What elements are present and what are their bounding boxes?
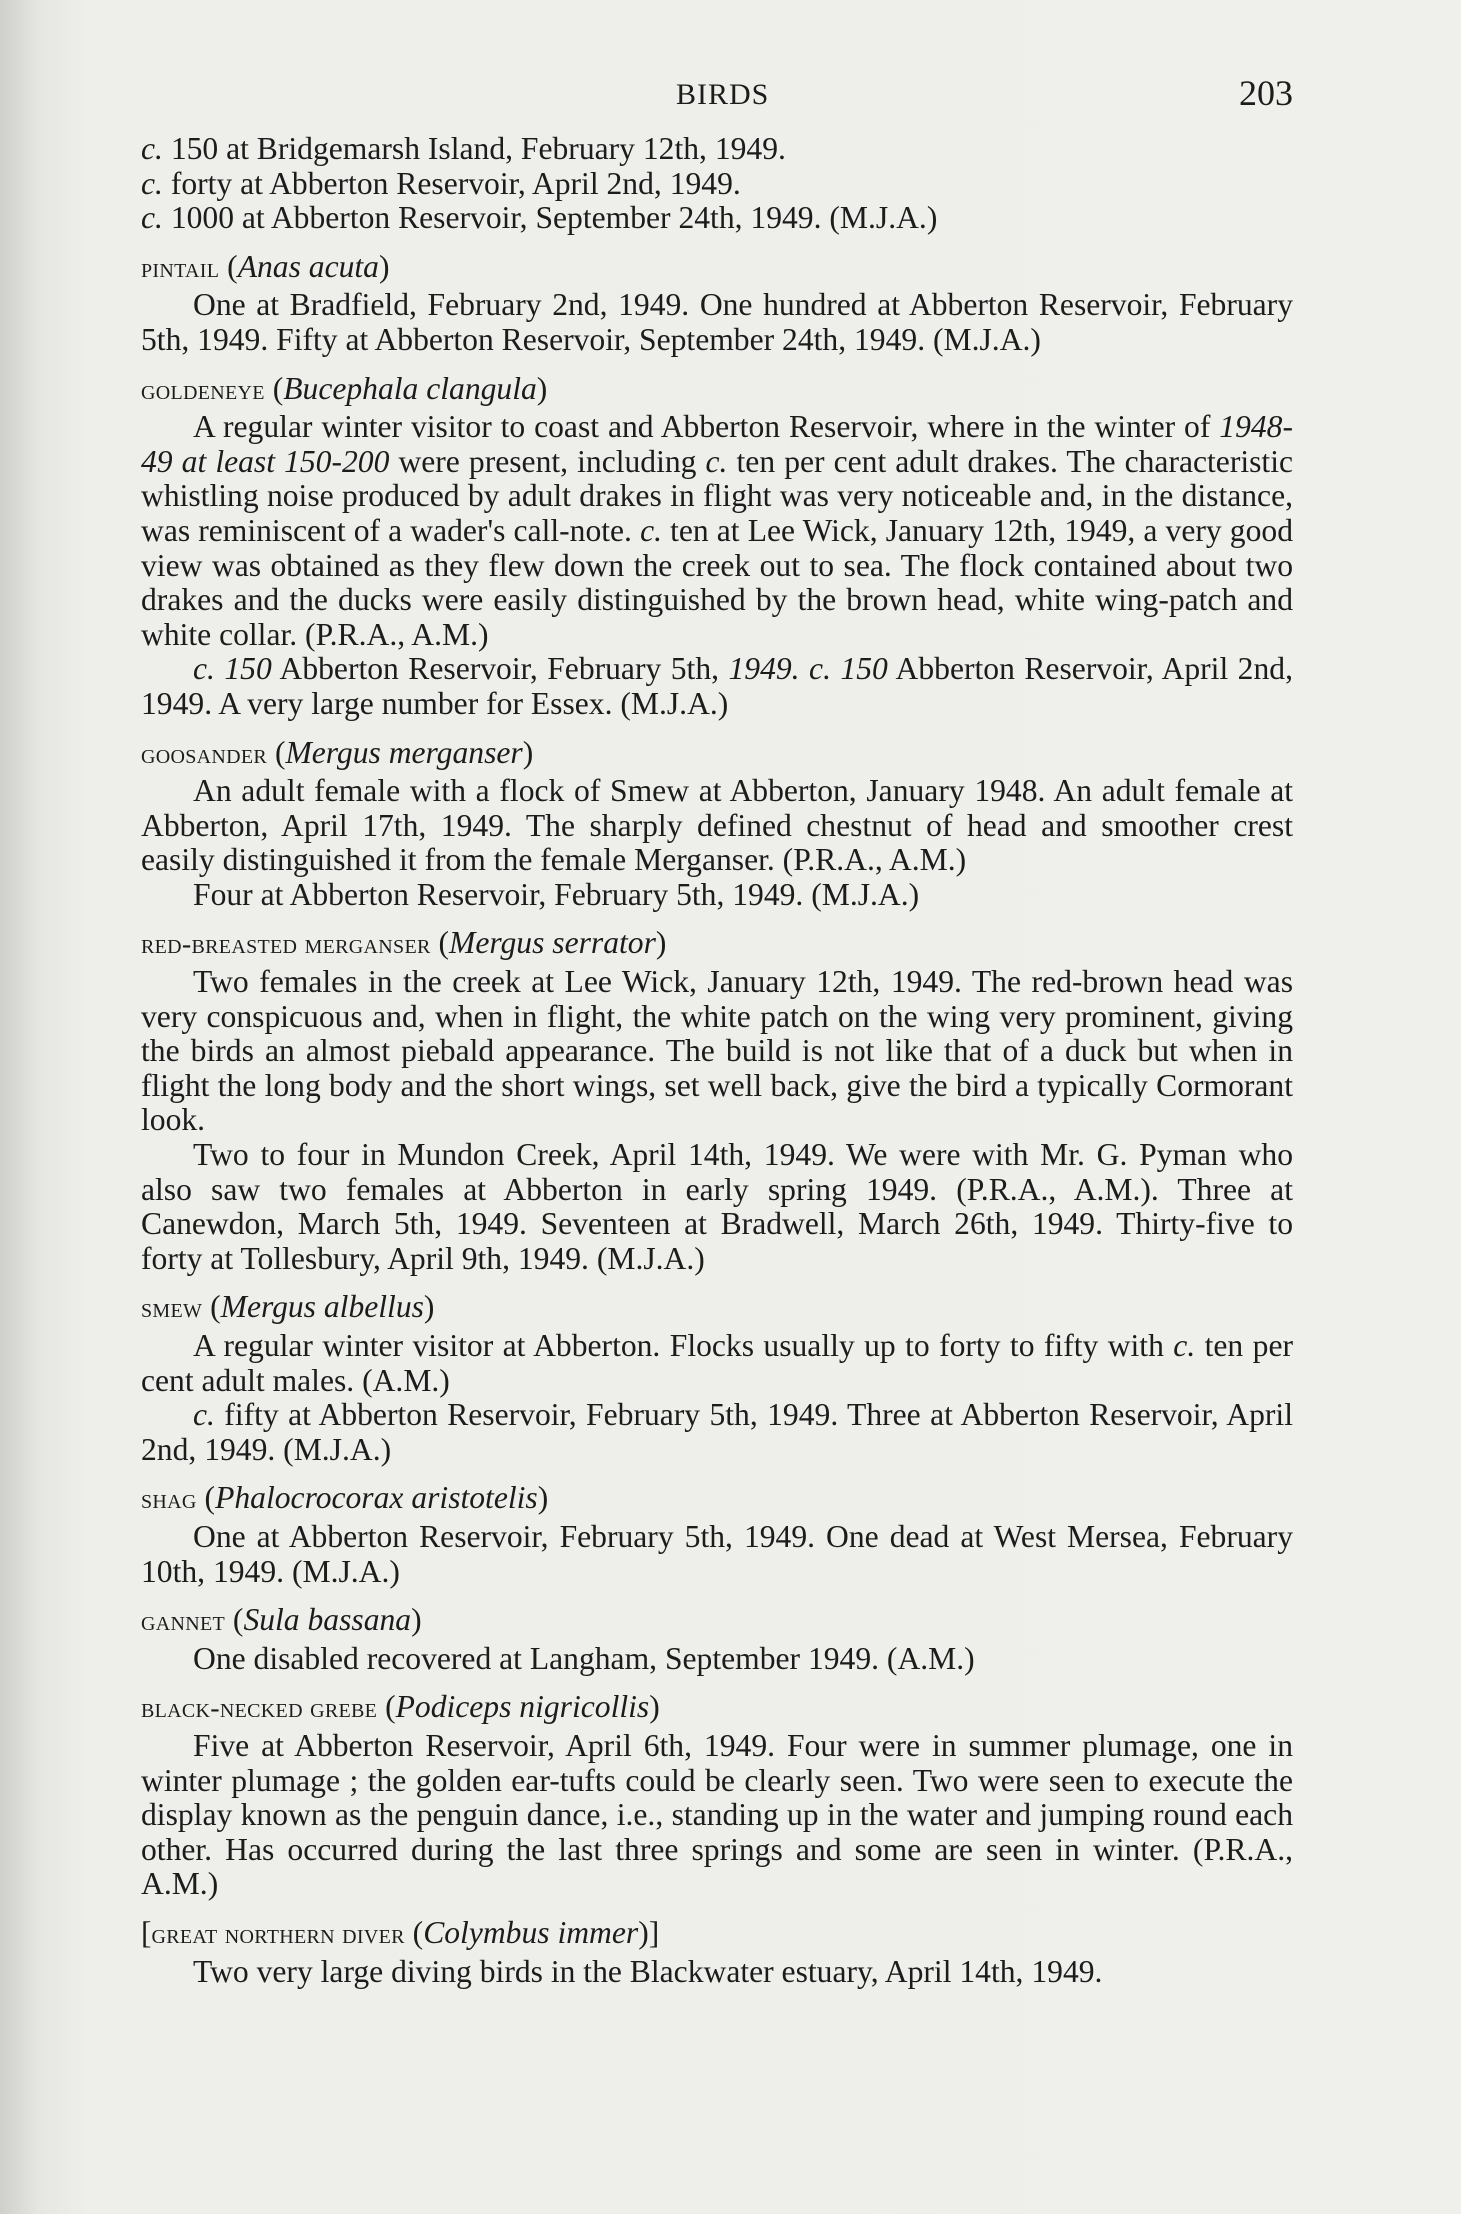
intro-line: c. forty at Abberton Reservoir, April 2nd, 1949. [141,165,741,201]
intro-line: c. 1000 at Abberton Reservoir, September 24th, 1949. (M.J.A.) [141,200,938,236]
species-paragraph: c. fifty at Abberton Reservoir, February 5th, 1949. Three at Abberton Reservoir, April 2nd, 1949. (M.J.A.) [141,1397,1293,1467]
page-number: 203 [1239,73,1293,113]
species-paragraph: Two females in the creek at Lee Wick, January 12th, 1949. The red-brown head was very conspicuous and, when in flight, the white patch on the wing very prominent, giving the birds an almost piebald appearance. The build is not like that of a duck but when in flight the long body and the short wings, set well back, give the bird a typically Cormorant look. [141,964,1293,1138]
species-paragraph: c. 150 Abberton Reservoir, February 5th, 1949. c. 150 Abberton Reservoir, April 2nd, 1949. A very large number for Essex. (M.J.A.) [141,651,1293,721]
species-paragraph: Five at Abberton Reservoir, April 6th, 1949. Four were in summer plumage, one in winter plumage ; the golden ear-tufts could be clearly seen. Two were seen to execute the display known as the penguin dance, i.e., standing up in the water and jumping round each other. Has occurred during the last three springs and some are seen in winter. (P.R.A., A.M.) [141,1727,1293,1902]
species-heading: goosander (Mergus merganser) [141,734,534,770]
species-heading: goldeneye (Bucephala clangula) [141,370,548,406]
species-paragraph: A regular winter visitor to coast and Abberton Reservoir, where in the winter of 1948-49 at least 150-200 were present, including c. ten per cent adult drakes. The characteristic whistling noise produced by adult drakes in flight was very noticeable and, in the distance, was reminiscent of a wader's call-note. c. ten at Lee Wick, January 12th, 1949, a very good view was obtained as they flew down the creek out to sea. The flock contained about two drakes and the ducks were easily distinguished by the brown head, white wing-patch and white collar. (P.R.A., A.M.) [141,409,1293,652]
species-paragraph: One disabled recovered at Langham, September 1949. (A.M.) [193,1640,975,1676]
species-paragraph: Two to four in Mundon Creek, April 14th, 1949. We were with Mr. G. Pyman who also saw two females at Abberton in early spring 1949. (P.R.A., A.M.). Three at Canewdon, March 5th, 1949. Seventeen at Bradwell, March 26th, 1949. Thirty-five to forty at Tollesbury, April 9th, 1949. (M.J.A.) [141,1137,1293,1276]
species-heading: gannet (Sula bassana) [141,1602,422,1638]
species-heading: smew (Mergus albellus) [141,1289,435,1325]
species-paragraph: Four at Abberton Reservoir, February 5th, 1949. (M.J.A.) [193,876,920,912]
species-heading: pintail (Anas acuta) [141,248,390,284]
species-paragraph: Two very large diving birds in the Blackwater estuary, April 14th, 1949. [193,1953,1103,1989]
species-heading: black-necked grebe (Podiceps nigricollis) [141,1689,660,1725]
running-title: BIRDS [676,78,770,111]
species-heading: shag (Phalocrocorax aristotelis) [141,1480,549,1516]
species-paragraph: One at Bradfield, February 2nd, 1949. One hundred at Abberton Reservoir, February 5th, 1949. Fifty at Abberton Reservoir, September 24th, 1949. (M.J.A.) [141,287,1293,357]
page-header [141,62,1293,122]
species-paragraph: One at Abberton Reservoir, February 5th, 1949. One dead at West Mersea, February 10th, 1949. (M.J.A.) [141,1518,1293,1589]
species-paragraph: A regular winter visitor at Abberton. Flocks usually up to forty to fifty with c. ten per cent adult males. (A.M.) [141,1328,1293,1398]
intro-line: c. 150 at Bridgemarsh Island, February 12th, 1949. [141,131,786,166]
species-heading: [great northern diver (Colymbus immer)] [141,1914,660,1950]
page-body [141,132,1293,1989]
species-heading: red-breasted merganser (Mergus serrator) [141,925,667,961]
species-paragraph: An adult female with a flock of Smew at Abberton, January 1948. An adult female at Abberton, April 17th, 1949. The sharply defined chestnut of head and smoother crest easily distinguished it from the female Merganser. (P.R.A., A.M.) [141,773,1293,878]
page [141,62,1293,1989]
